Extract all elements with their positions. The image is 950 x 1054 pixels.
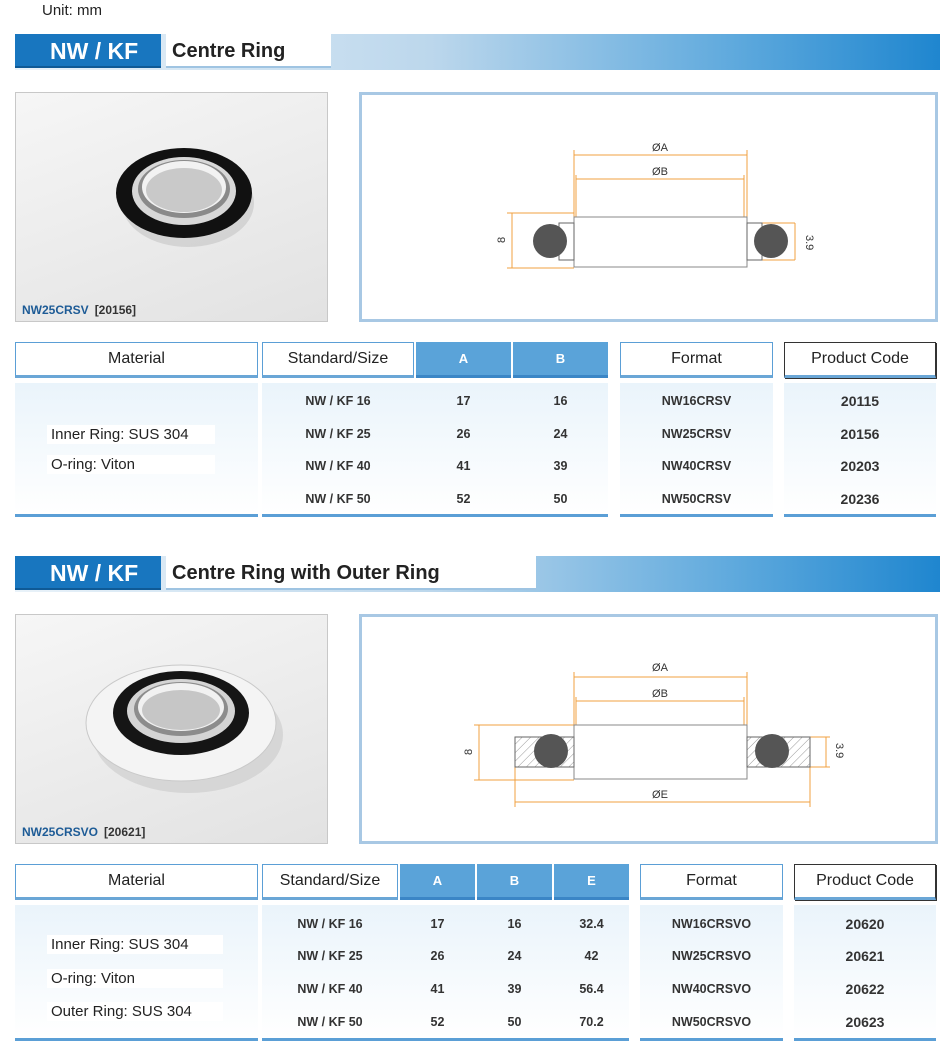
cell-a: 26 [430,949,445,963]
col-header-e: E [554,864,629,900]
cell-a: 17 [456,394,471,408]
material-column [15,383,258,517]
section-banner-centre-ring [15,34,940,70]
cell-a: 52 [456,492,471,506]
product-photo-centre-ring [15,92,328,322]
cell-format: NW16CRSVO [671,917,752,931]
cell-b: 16 [553,394,568,408]
technical-drawing-centre-ring [359,92,938,322]
cell-b: 39 [507,982,522,996]
cell-size: NW / KF 40 [297,982,363,996]
col-header-product-code: Product Code [784,342,936,378]
cell-code: 20115 [840,393,880,409]
photo-caption: NW25CRSV [20156] [22,303,137,317]
cell-b: 50 [553,492,568,506]
cell-format: NW25CRSV [661,427,732,441]
dim-label-t: 3.9 [833,743,845,759]
material-outer-ring: Outer Ring: SUS 304 [47,1002,223,1021]
col-header-a: A [416,342,511,378]
cell-size: NW / KF 25 [305,427,371,441]
col-header-format: Format [640,864,783,900]
dim-label-b: ØB [652,166,668,178]
col-header-material: Material [15,342,258,378]
cell-b: 24 [553,427,568,441]
cell-code: 20621 [845,948,885,964]
cell-size: NW / KF 50 [305,492,371,506]
banner-title: Centre Ring with Outer Ring [166,556,536,590]
material-o-ring: O-ring: Viton [47,969,223,988]
cell-format: NW25CRSVO [671,949,752,963]
cell-e: 56.4 [579,982,604,996]
cell-code: 20620 [845,916,885,932]
banner-tag: NW / KF [15,34,161,68]
cell-code: 20622 [845,981,885,997]
cell-b: 50 [507,1015,522,1029]
cell-b: 39 [553,459,568,473]
cell-size: NW / KF 50 [297,1015,363,1029]
col-header-b: B [477,864,552,900]
col-header-material: Material [15,864,258,900]
cell-code: 20156 [840,426,880,442]
dim-label-e: ØE [652,789,668,801]
dim-label-a: ØA [652,142,668,154]
dim-label-t: 3.9 [803,235,815,251]
col-header-size: Standard/Size [262,342,414,378]
dim-label-h: 8 [463,748,475,755]
cell-a: 41 [456,459,471,473]
cell-a: 26 [456,427,471,441]
centre-ring-illustration [16,93,327,293]
dim-label-a: ØA [652,662,668,674]
centre-ring-outer-illustration [16,615,327,815]
cell-format: NW50CRSVO [671,1015,752,1029]
dim-label-h: 8 [496,236,508,243]
product-photo-centre-ring-outer [15,614,328,844]
technical-drawing-centre-ring-outer [359,614,938,844]
cell-a: 52 [430,1015,445,1029]
cell-e: 32.4 [579,917,604,931]
cell-format: NW40CRSV [661,459,732,473]
unit-label: Unit: mm [42,2,102,19]
cell-a: 41 [430,982,445,996]
cell-size: NW / KF 25 [297,949,363,963]
col-header-b: B [513,342,608,378]
col-header-size: Standard/Size [262,864,398,900]
cell-b: 16 [507,917,522,931]
cell-code: 20203 [840,458,880,474]
cell-code: 20623 [845,1014,885,1030]
cell-code: 20236 [840,491,880,507]
cell-a: 17 [430,917,445,931]
col-header-format: Format [620,342,773,378]
cell-e: 70.2 [579,1015,604,1029]
col-header-product-code: Product Code [794,864,936,900]
cell-e: 42 [584,949,599,963]
material-inner-ring: Inner Ring: SUS 304 [47,425,215,444]
material-o-ring: O-ring: Viton [47,455,215,474]
cell-size: NW / KF 16 [297,917,363,931]
banner-tag: NW / KF [15,556,161,590]
photo-caption: NW25CRSVO [20621] [22,825,146,839]
cell-format: NW40CRSVO [671,982,752,996]
dim-label-b: ØB [652,688,668,700]
cell-size: NW / KF 40 [305,459,371,473]
cell-format: NW16CRSV [661,394,732,408]
cell-b: 24 [507,949,522,963]
cell-size: NW / KF 16 [305,394,371,408]
cell-format: NW50CRSV [661,492,732,506]
col-header-a: A [400,864,475,900]
banner-title: Centre Ring [166,34,331,68]
material-inner-ring: Inner Ring: SUS 304 [47,935,223,954]
section-banner-centre-ring-outer [15,556,940,592]
